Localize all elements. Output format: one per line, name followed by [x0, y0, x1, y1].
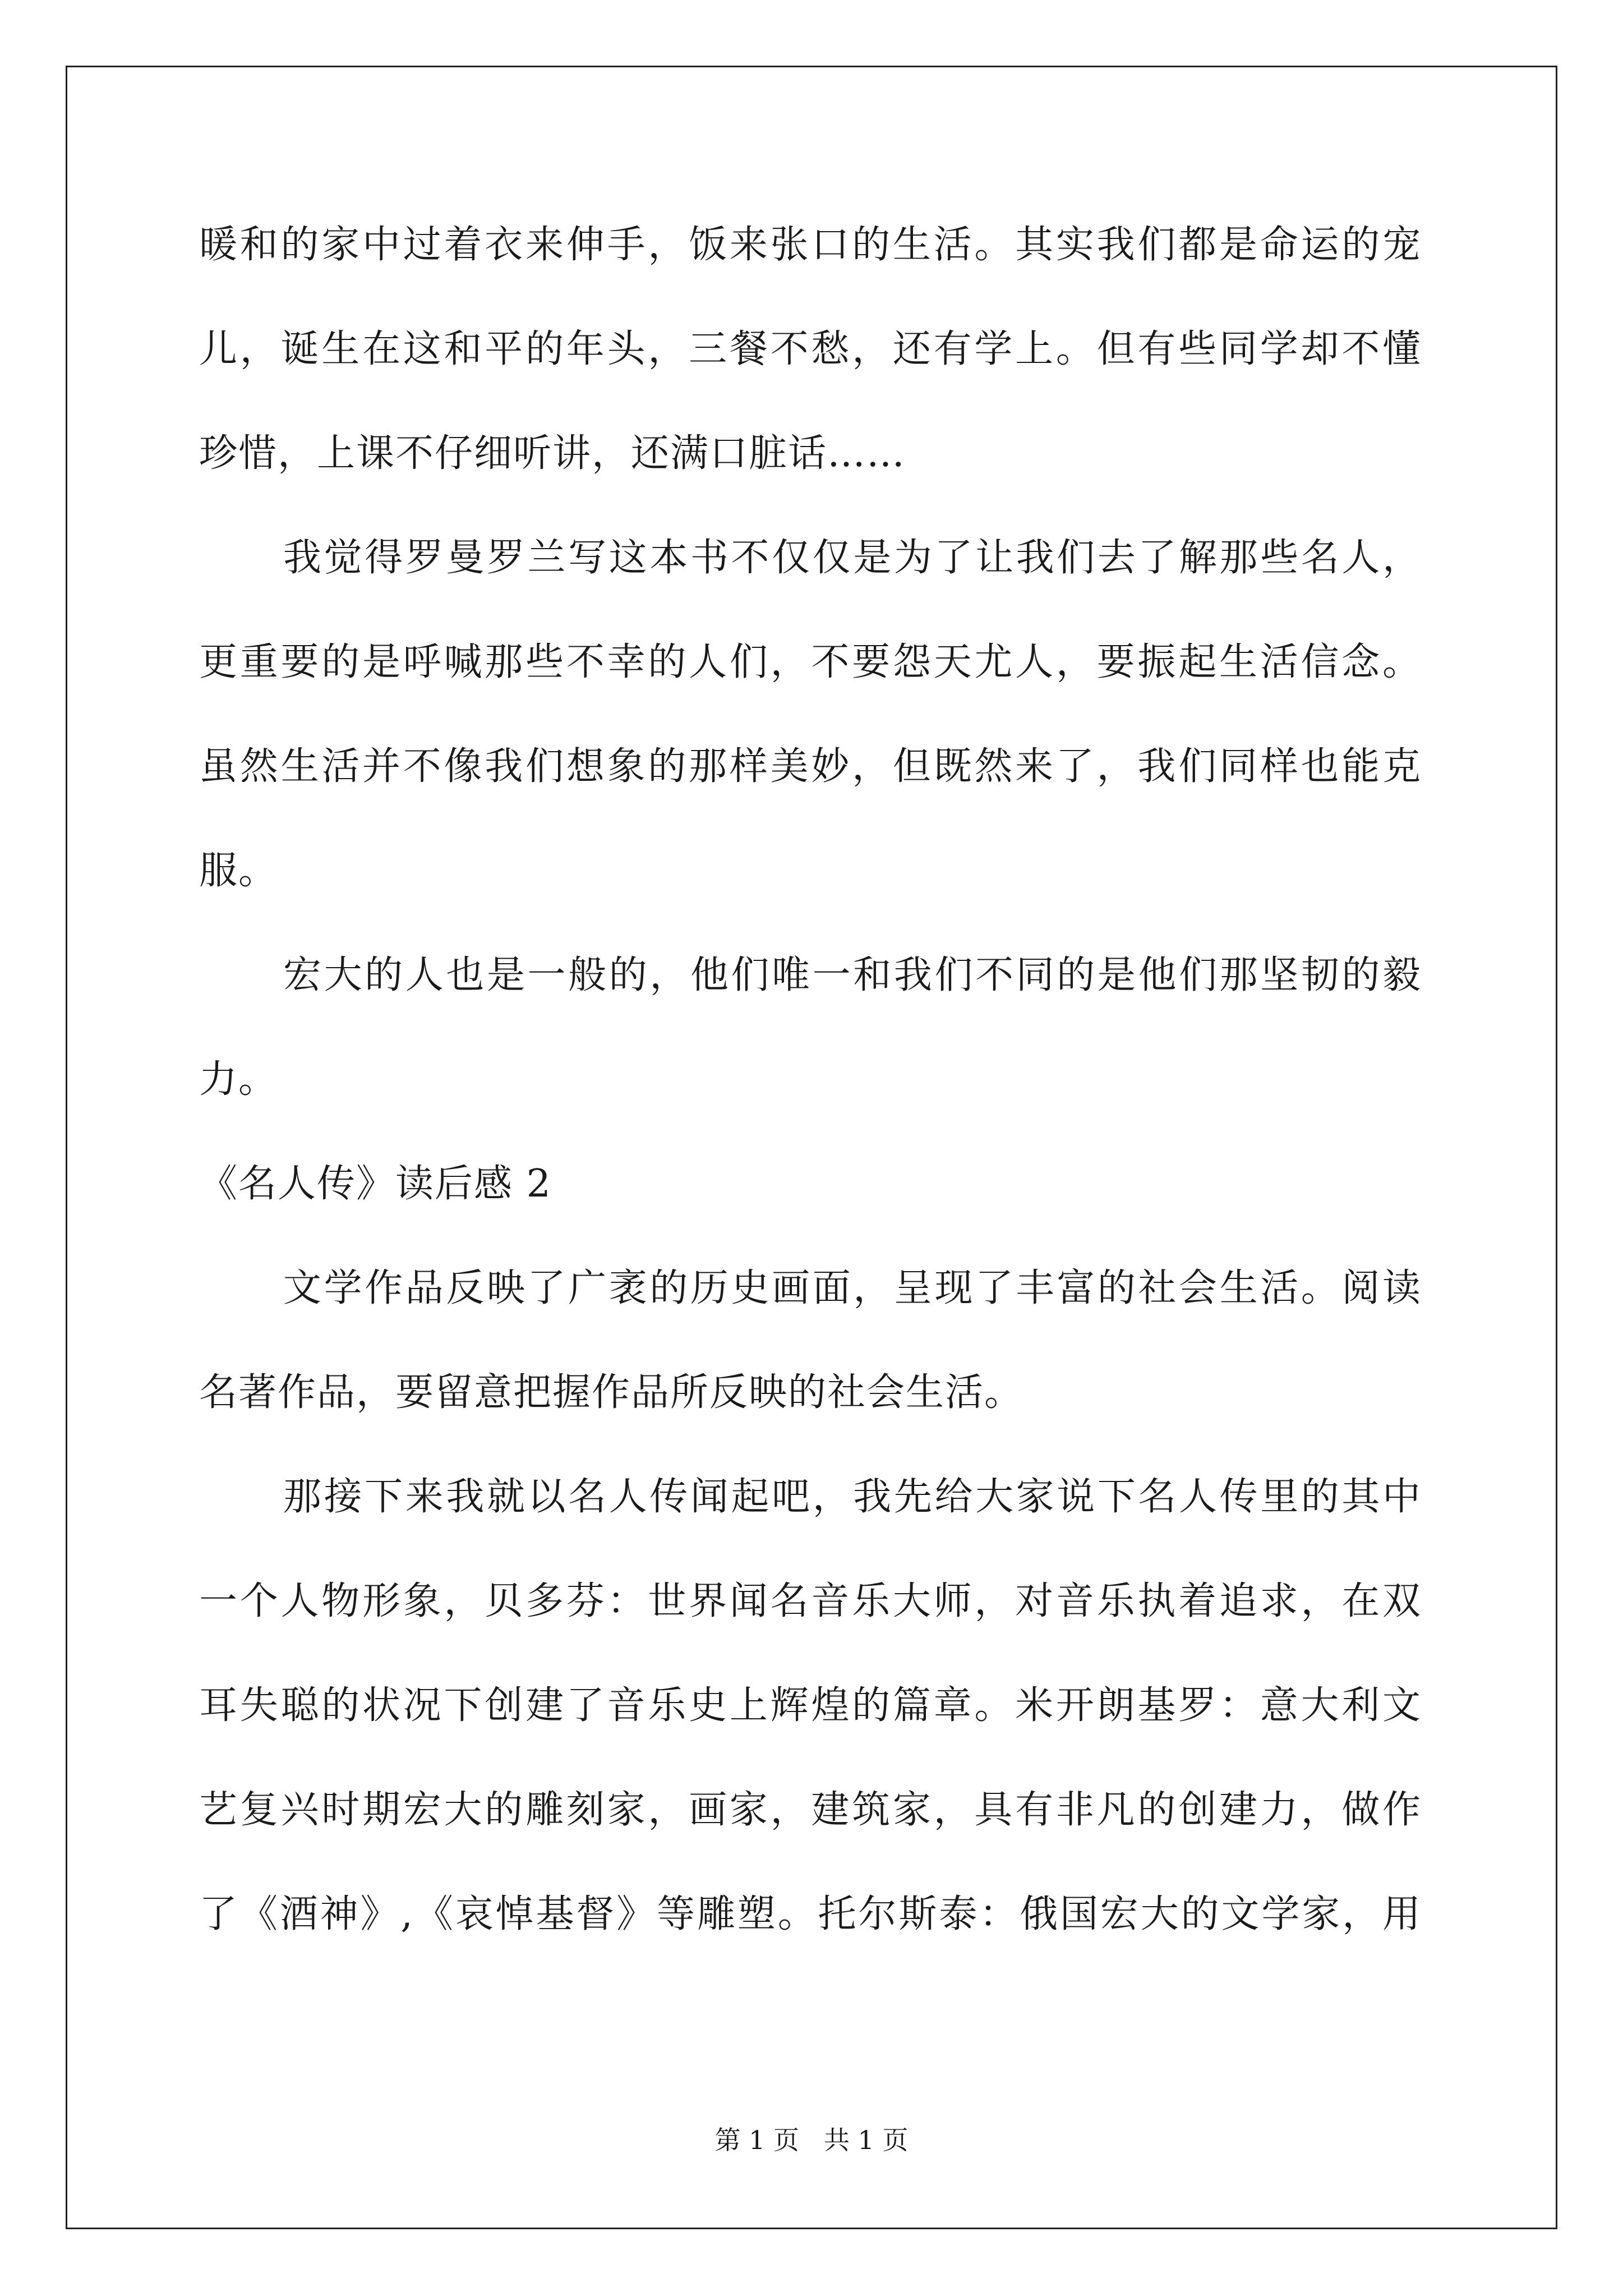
- document-body: [199, 213, 1422, 1987]
- paragraph-line: 更重要的是呼喊那些不幸的人们，不要怨天尤人，要振起生活信念。: [199, 640, 1422, 684]
- paragraph-line: 文学作品反映了广袤的历史画面，呈现了丰富的社会生活。阅读: [283, 1266, 1422, 1310]
- paragraph-line: 我觉得罗曼罗兰写这本书不仅仅是为了让我们去了解那些名人，: [283, 536, 1422, 580]
- section-heading: 《名人传》读后感 2: [199, 1162, 552, 1206]
- paragraph-line: 暖和的家中过着衣来伸手，饭来张口的生活。其实我们都是命运的宠: [199, 223, 1422, 267]
- paragraph-line: 虽然生活并不像我们想象的那样美妙，但既然来了，我们同样也能克: [199, 744, 1422, 789]
- paragraph-line: 艺复兴时期宏大的雕刻家，画家，建筑家，具有非凡的创建力，做作: [199, 1788, 1422, 1832]
- paragraph-line: 了《酒神》,《哀悼基督》等雕塑。托尔斯泰：俄国宏大的文学家，用: [199, 1892, 1422, 1936]
- paragraph-line: 那接下来我就以名人传闻起吧，我先给大家说下名人传里的其中: [283, 1475, 1422, 1519]
- paragraph-line: 服。: [199, 849, 278, 893]
- page-footer: [0, 2123, 1623, 2157]
- paragraph-line: 儿，诞生在这和平的年头，三餐不愁，还有学上。但有些同学却不懂: [199, 327, 1422, 371]
- page-total: 共 1 页: [823, 2125, 909, 2155]
- paragraph-line: 耳失聪的状况下创建了音乐史上辉煌的篇章。米开朗基罗：意大利文: [199, 1683, 1422, 1728]
- page-number: 第 1 页: [714, 2125, 800, 2155]
- paragraph-line: 名著作品，要留意把握作品所反映的社会生活。: [199, 1370, 1024, 1415]
- paragraph-line: 珍惜，上课不仔细听讲，还满口脏话……: [199, 431, 906, 476]
- paragraph-line: 一个人物形象，贝多芬：世界闻名音乐大师，对音乐执着追求，在双: [199, 1579, 1422, 1623]
- paragraph-line: 力。: [199, 1057, 278, 1102]
- paragraph-line: 宏大的人也是一般的，他们唯一和我们不同的是他们那坚韧的毅: [283, 953, 1422, 997]
